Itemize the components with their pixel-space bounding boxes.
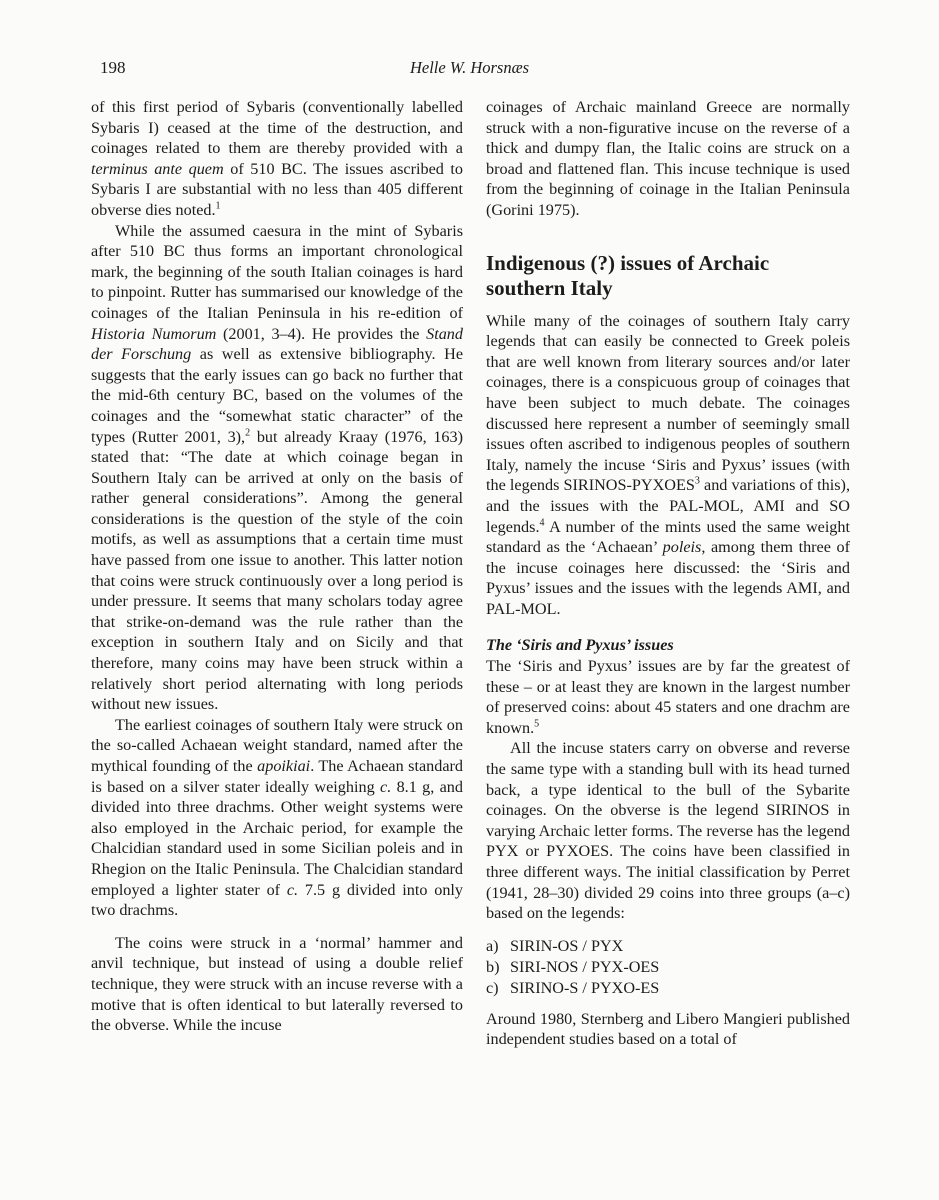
footnote-marker: 1 bbox=[215, 200, 221, 212]
footnote-marker: 3 bbox=[694, 475, 700, 487]
paragraph: of this first period of Sybaris (conventionally labelled Sybaris I) ceased at the time of the destruction, and coinages related to them are thereby provided with a terminus ante quem of 510 BC. The issues ascribed to Sybaris I are substantial with no less than 405 different obverse dies noted.$^1$ bbox=[91, 98, 463, 219]
italic-term: apoikiai bbox=[257, 757, 311, 775]
left-column bbox=[91, 97, 463, 1036]
footnote-marker: 2 bbox=[245, 427, 251, 439]
list-item bbox=[486, 936, 850, 957]
list-item-text: SIRI-NOS / PYX-OES bbox=[510, 957, 660, 976]
paragraph: The earliest coinages of southern Italy were struck on the so-called Achaean weight standard, named after the mythical founding of the apoikiai. The Achaean standard is based on a silver stater ideally weighing c. 8.1 g, and divided into three drachms. Other weight systems were also employed in the Archaic period, for example the Chalcidian standard used in some Sicilian poleis and in Rhegion on the Italic Peninsula. The Chalcidian standard employed a lighter stater of c. 7.5 g divided into only two drachms. bbox=[91, 715, 464, 920]
list-item-text: SIRIN-OS / PYX bbox=[510, 936, 624, 955]
italic-term: c. bbox=[380, 777, 392, 796]
italic-term: Historia Numorum bbox=[91, 324, 217, 343]
list-marker: c) bbox=[486, 978, 499, 997]
italic-term: Stand der Forschung bbox=[91, 324, 463, 364]
list-marker: b) bbox=[486, 957, 500, 976]
italic-term: c. bbox=[286, 880, 299, 899]
subsection-heading: The ‘Siris and Pyxus’ issues bbox=[486, 636, 674, 655]
page-number: 198 bbox=[100, 58, 126, 77]
list-item bbox=[486, 957, 850, 978]
paragraph: Around 1980, Sternberg and Libero Mangieri published independent studies based on a total of bbox=[486, 1009, 850, 1049]
italic-term: terminus ante quem bbox=[91, 159, 224, 178]
list-item bbox=[486, 978, 850, 999]
paragraph: coinages of Archaic mainland Greece are normally struck with a non-figurative incuse on the reverse of a thick and dumpy flan, the Italic coins are struck on a broad and flattened flan. This incuse technique is used from the beginning of coinage in the Italian Peninsula (Gorini 1975). bbox=[486, 98, 850, 219]
paragraph: The ‘Siris and Pyxus’ issues are by far the greatest of these – or at least they are known in the largest number of preserved coins: about 45 staters and one drachm are known.$^5$ bbox=[486, 657, 850, 737]
paragraph: While the assumed caesura in the mint of Sybaris after 510 BC thus forms an important chronological mark, the beginning of the south Italian coinages is hard to pinpoint. Rutter has summarised our knowledge of the coinages of the Italian Peninsula in his re-edition of Historia Numorum (2001, 3–4). He provides the Stand der Forschung as well as extensive bibliography. He suggests that the early issues can go back no further that the mid-6th century BC, based on the volumes of the coinages and the “somewhat static character” of the types (Rutter 2001, 3),$^2$ but already Kraay (1976, 163) stated that: “The date at which coinage began in Southern Italy can be arrived at only on the basis of rather general considerations”. Among the general considerations is the question of the style of the coin motifs, as well as assumptions that a certain time must have passed from one issue to another. This latter notion that coins were struck continuously over a long period is under pressure. It seems that many scholars today agree that strike-on-demand was the rule rather than the exception in southern Italy and on Sicily and that therefore, many coins may have been struck within a relatively short period alternating with long periods without new issues. bbox=[91, 221, 463, 714]
running-head: Helle W. Horsnæs bbox=[409, 58, 530, 77]
footnote-marker: 5 bbox=[534, 718, 540, 730]
right-column bbox=[486, 97, 850, 1050]
paragraph: The coins were struck in a ‘normal’ hammer and anvil technique, but instead of using a double relief technique, they were struck with an incuse reverse with a motive that is often identical to but laterally reversed to the obverse. While the incuse bbox=[91, 933, 463, 1035]
footnote-marker: 4 bbox=[539, 517, 545, 529]
italic-term: poleis bbox=[662, 538, 702, 557]
legend-list bbox=[486, 936, 850, 999]
paragraph: While many of the coinages of southern Italy carry legends that can easily be connected to Greek poleis that are well known from literary sources and/or later coinages, there is a conspicuous group of coinages that have been subject to much debate. The coinages discussed here represent a number of seemingly small issues often ascribed to indigenous peoples of southern Italy, namely the incuse ‘Siris and Pyxus’ issues (with the legends SIRINOS-PYXOES$^3$ and variations of this), and the issues with the PAL-MOL, AMI and SO legends.$^4$ A number of the mints used the same weight standard as the ‘Achaean’ poleis, among them three of the incuse coinages here discussed: the ‘Siris and Pyxus’ issues and the issues with the legends AMI, and PAL-MOL. bbox=[486, 311, 850, 618]
list-marker: a) bbox=[486, 936, 499, 955]
section-heading: Indigenous (?) issues of Archaic southern Italy bbox=[486, 250, 770, 300]
paragraph: All the incuse staters carry on obverse and reverse the same type with a standing bull with its head turned back, a type identical to the bull of the Sybarite coinages. On the obverse is the legend SIRINOS in varying Archaic letter forms. The reverse has the legend PYX or PYXOES. The coins have been classified in three different ways. The initial classification by Perret (1941, 28–30) divided 29 coins into three groups (a–c) based on the legends: bbox=[486, 739, 850, 923]
list-item-text: SIRINO-S / PYXO-ES bbox=[510, 978, 660, 997]
